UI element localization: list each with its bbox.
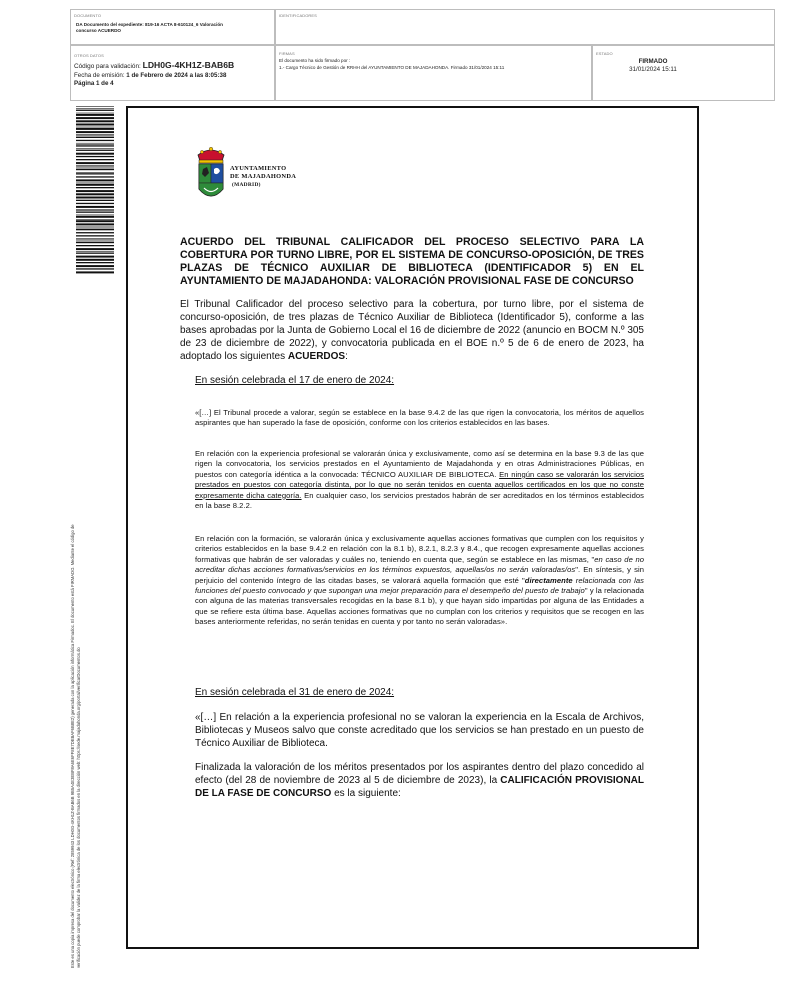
barcode-bar (76, 106, 114, 107)
barcode-bar (76, 168, 114, 169)
barcode-bar (76, 219, 114, 220)
barcode-bar (76, 235, 114, 236)
barcode-bar (76, 162, 114, 164)
session2-paragraph1: «[…] En relación a la experiencia profesional no se valoran la experiencia en la Escala de Archivos, Bibliotecas y Museos salvo que conste acreditado que los servicios se han prestado en un puesto de Técnico Auxiliar de Biblioteca. (195, 712, 644, 749)
logo-text (230, 165, 296, 189)
barcode-bar (76, 265, 114, 267)
side-text-line2: verificación puede comprobar la validez de la firma electrónica de los documentos firmados en la dirección web: https://sede.majadahonda.org/portal/verificarDocumentos.do (76, 647, 81, 968)
barcode-bar (76, 153, 114, 155)
barcode-bar (76, 248, 114, 250)
barcode-bar (76, 271, 114, 273)
barcode-bar (76, 148, 114, 149)
barcode-bar (76, 228, 114, 229)
barcode-bar (76, 173, 114, 174)
identificadores-label: IDENTIFICADORES (279, 13, 317, 18)
barcode-bar (76, 184, 114, 186)
identificadores-box (275, 9, 775, 45)
barcode-bar (76, 206, 114, 208)
logo-line3: (MADRID) (232, 182, 261, 188)
session1-p3-text: En relación con la formación, se valorarán única y exclusivamente aquellas acciones formativas que cumplen con los requisitos y criterios establecidos en la base 9.4.2 en relación con la 8.1 b), 8.2.1, 8.2.3 y 8.4., que recogen expresamente aquellas acciones formativas que habrán de ser valoradas y cuáles no, teniendo en cuenta que, según se establece en las mismas, " (195, 534, 644, 564)
barcode-bar (76, 143, 114, 144)
intro-bold: ACUERDOS (287, 351, 346, 362)
session1-heading: En sesión celebrada el 17 de enero de 2024: (195, 375, 395, 386)
session1-p3-italic1: en caso de no acreditar dichas acciones formativas/servicios en los términos expuestos, aquellas/os no serán valoradas/os (195, 554, 644, 575)
barcode-bar (76, 131, 114, 133)
page-info: Página 1 de 4 (74, 80, 114, 87)
barcode-bar (76, 229, 114, 230)
barcode-bar (76, 209, 114, 210)
barcode-bar (76, 113, 114, 114)
barcode-bar (76, 110, 114, 111)
session1-paragraph3 (195, 534, 644, 628)
barcode-bar (76, 176, 114, 177)
session1-paragraph1: «[…] El Tribunal procede a valorar, según se establece en la base 9.4.2 de las que rigen la convocatoria, los méritos de aquellos aspirantes que han superado la fase de oposición, conforme con los criterios establecidos en las bases. (195, 408, 644, 428)
document-page (126, 106, 699, 949)
barcode-bar (76, 179, 114, 181)
barcode-bar (76, 223, 114, 225)
barcode-bar (76, 117, 114, 119)
side-text-line1: Este es una copia impresa del documento electrónico (Ref: 2859943 LDH0G-4KH1Z-BAB6B 9B5A4E3EBF8A6E6FF8E7DEBAF6B8E2) generada con la aplicación informática Firmadoc. El documento está FIRMADO. Mediante el código de (70, 524, 75, 968)
barcode-bar (76, 156, 114, 157)
session1-paragraph2 (195, 449, 644, 511)
validation-code[interactable]: LDH0G-4KH1Z-BAB6B (142, 60, 235, 70)
session1-p2-underlined: En ningún caso se valorarán los servicios prestados en puestos con categoría distinta, por lo que no serán tenidos en cuenta aquellos certificados en los que no conste expresamente dicha categoría. (195, 469, 644, 500)
barcode-bar (76, 253, 114, 254)
session1-p3-middle: ". En síntesis, y sin perjuicio del contenido íntegro de las citadas bases, se valorará aquella formación que esté " (195, 565, 644, 585)
documento-box (70, 9, 275, 45)
validation-line (74, 61, 234, 71)
barcode-image (76, 106, 114, 274)
barcode-bar (76, 220, 114, 222)
session1-p3-italic2: relacionada con las funciones del puesto convocado y que supongan una mejor preparación para el desempeño del puesto de trabajo (195, 575, 644, 596)
barcode-bar (76, 140, 114, 141)
session1-p3-end: " y la relacionada con alguna de las materias transversales recogidas en la base 8.1 b), y que hayan sido impartidas por alguna de las Entidades a que se refiere esta última base. Aquellas acciones formativas que no cumplan con los criterios y requisitos que se recogen en las bases anteriormente referidas, no serán tenidas en cuenta y por tanto no serán valoradas». (195, 586, 644, 627)
barcode-bar (76, 242, 114, 243)
estado-value: FIRMADO (638, 58, 668, 65)
barcode-bar (76, 241, 114, 242)
barcode-bar (76, 193, 114, 195)
documento-label: DOCUMENTO (74, 13, 102, 18)
emission-date: 1 de Febrero de 2024 a las 8:05:38 (126, 72, 227, 79)
coat-of-arms-icon (194, 143, 228, 205)
logo-line1: AYUNTAMIENTO (230, 165, 287, 172)
barcode-bar (76, 136, 114, 137)
barcode-bar (76, 232, 114, 233)
estado-label: ESTADO (596, 51, 613, 56)
barcode-bar (76, 159, 114, 160)
closing-end: es la siguiente: (331, 788, 401, 799)
barcode-bar (76, 145, 114, 146)
barcode-bar (76, 128, 114, 130)
barcode-bar (76, 167, 114, 168)
session2-heading: En sesión celebrada el 31 de enero de 2024: (195, 687, 395, 698)
intro-end: : (345, 351, 348, 362)
barcode-bar (76, 134, 114, 135)
barcode-bar (76, 259, 114, 261)
barcode-bar (76, 165, 114, 166)
estado-date: 31/01/2024 15:11 (629, 66, 677, 73)
barcode-bar (76, 215, 114, 216)
session1-p3-bold-italic: directamente (524, 575, 573, 585)
barcode-bar (76, 127, 114, 128)
barcode-bar (76, 120, 114, 122)
barcode-bar (76, 124, 114, 126)
estado-box (592, 45, 775, 101)
barcode-bar (76, 144, 114, 145)
barcode-bar (76, 187, 114, 188)
firmas-label: FIRMAS (279, 51, 295, 56)
barcode-bar (76, 210, 114, 211)
documento-text: DA Documento del expediente: 819-16 ACTA 8-610124_6 Valoración concurso ACUERDO (76, 22, 223, 33)
barcode-bar (76, 216, 114, 218)
barcode-bar (76, 137, 114, 138)
barcode-bar (76, 203, 114, 204)
emission-line (74, 72, 226, 80)
intro-paragraph (180, 298, 644, 363)
validation-prefix: Código para validación: (74, 63, 141, 70)
barcode-bar (76, 268, 114, 269)
closing-paragraph (195, 761, 644, 800)
barcode-bar (76, 172, 114, 173)
barcode-bar (76, 190, 114, 192)
emission-prefix: Fecha de emisión: (74, 72, 125, 79)
barcode-bar (76, 256, 114, 258)
barcode-bar (76, 200, 114, 201)
firmas-line2: 1.- Cargo Técnico de Gestión de RRHH del AYUNTAMIENTO DE MAJADAHONDA. Firmado 31/01/2024 15:11 (279, 65, 505, 70)
firmas-box (275, 45, 592, 101)
barcode-bar (76, 114, 114, 116)
barcode-bar (76, 169, 114, 170)
logo-line2: DE MAJADAHONDA (230, 173, 297, 180)
intro-text: El Tribunal Calificador del proceso selectivo para la cobertura, por turno libre, por el sistema de concurso-oposición, de tres plazas de Técnico Auxiliar de Biblioteca (Identificador 5), conforme a las bases aprobadas por la Junta de Gobierno Local el 16 de diciembre de 2022 (anuncio en BOCM N.º 305 de 23 de diciembre de 2022), y convocatoria publicada en el BOE n.º 5 de 6 de enero de 2023, ha adoptado los siguientes (180, 299, 644, 362)
document-title: ACUERDO DEL TRIBUNAL CALIFICADOR DEL PROCESO SELECTIVO PARA LA COBERTURA POR TURNO LIBRE, POR EL SISTEMA DE CONCURSO-OPOSICIÓN, DE TRES PLAZAS DE TÉCNICO AUXILIAR DE BIBLIOTECA (IDENTIFICADOR 5) EN EL AYUNTAMIENTO DE MAJADAHONDA: VALORACIÓN PROVISIONAL FASE DE CONCURSO (180, 236, 644, 287)
otros-datos-box (70, 45, 275, 101)
barcode-bar (76, 238, 114, 239)
session1-p2-text: En relación con la experiencia profesional se valorarán única y exclusivamente, como así se determina en la base 9.3 de las que rigen la convocatoria, los servicios prestados en el Ayuntamiento de Majadahonda y en otras Administraciones Públicas, en puestos con categoría idéntica a la convocada: TÉCNICO AUXILIAR DE BIBLIOTECA. (195, 449, 644, 479)
barcode-bar (76, 197, 114, 199)
otros-datos-label: OTROS DATOS (74, 53, 104, 58)
barcode-bar (76, 262, 114, 263)
firmas-line1: El documento ha sido firmado por : (279, 58, 351, 63)
barcode-bar (76, 212, 114, 213)
barcode-bar (76, 183, 114, 184)
barcode-bar (76, 150, 114, 151)
closing-bold: CALIFICACIÓN PROVISIONAL DE LA FASE DE CONCURSO (195, 775, 644, 799)
closing-text: Finalizada la valoración de los méritos presentados por los aspirantes dentro del plazo concedido al efecto (del 28 de noviembre de 2023 al 5 de diciembre de 2023), la (195, 762, 644, 786)
barcode-bar (76, 227, 114, 228)
barcode-bar (76, 245, 114, 246)
barcode-bar (76, 251, 114, 252)
verification-side-text (70, 298, 82, 968)
barcode-bar (76, 240, 114, 241)
barcode-bar (76, 108, 114, 109)
session1-p2-end: En cualquier caso, los servicios prestados habrán de ser acreditados en los términos establecidos en la base 8.2.2. (195, 490, 644, 511)
